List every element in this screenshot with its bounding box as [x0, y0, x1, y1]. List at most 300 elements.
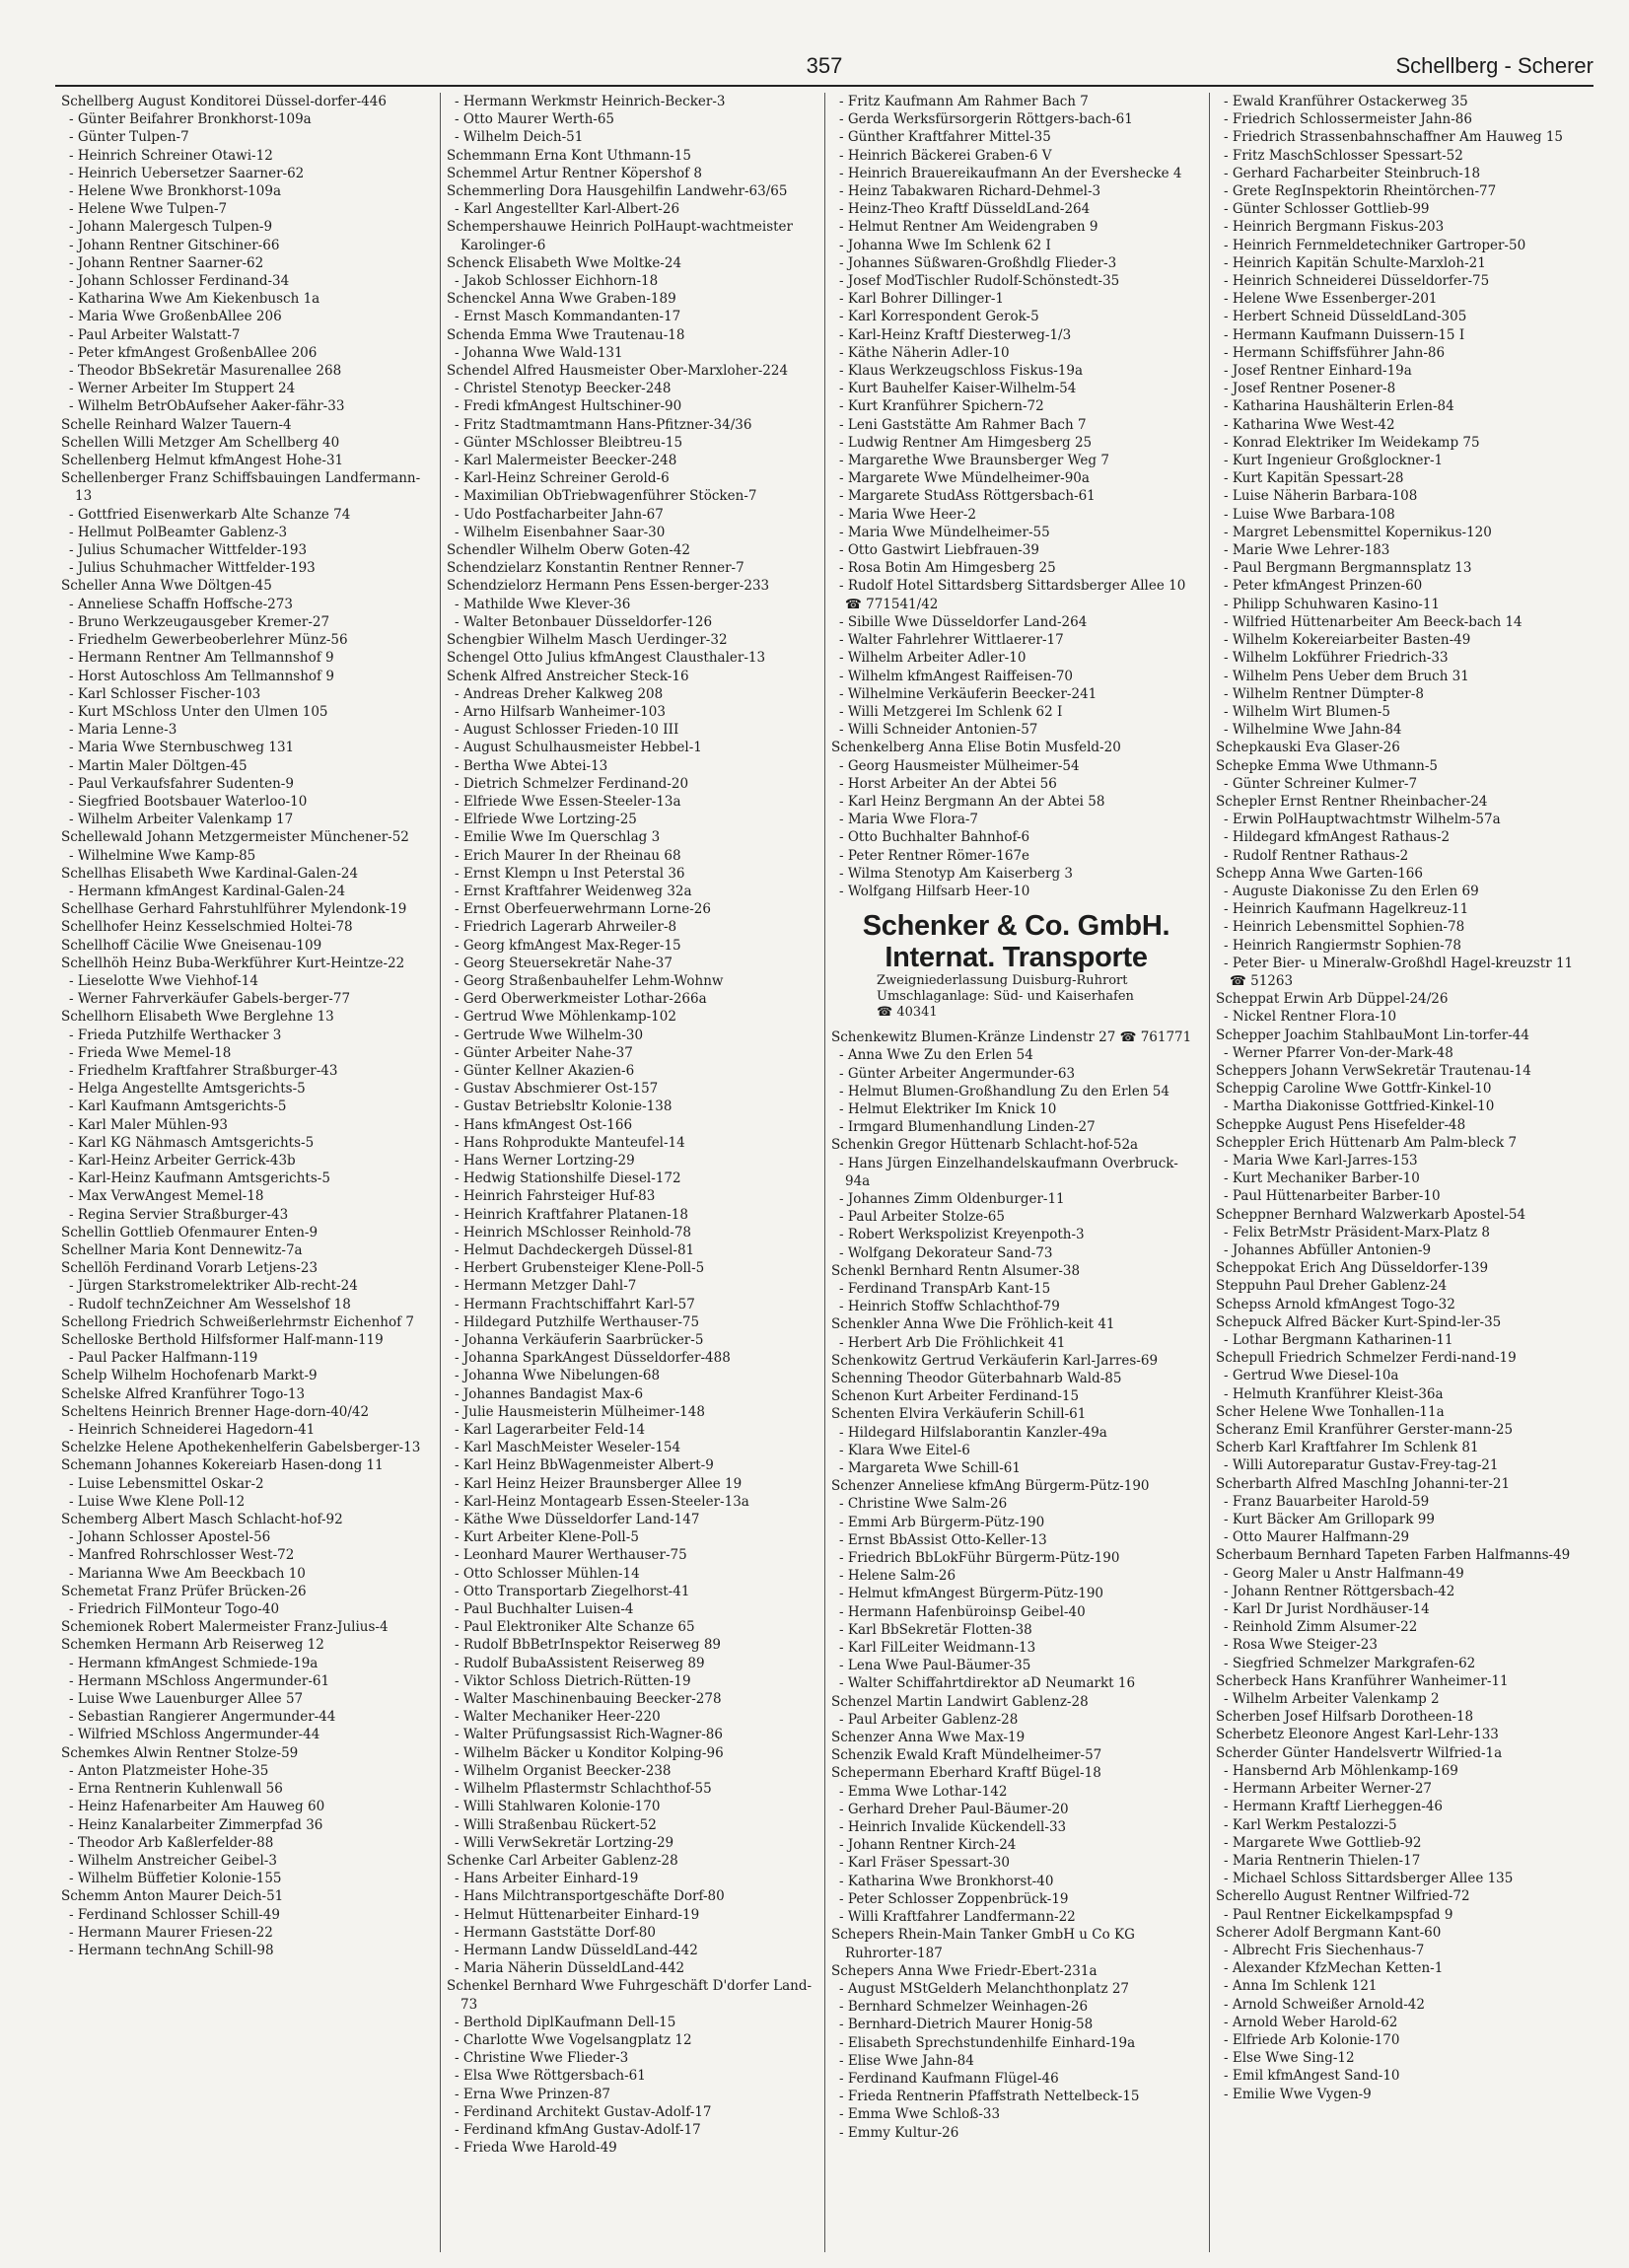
directory-entry: - Christine Wwe Flieder-3: [455, 2050, 629, 2067]
directory-entry: - Walter Mechaniker Heer-220: [455, 1709, 661, 1726]
directory-entry: Schemkes Alwin Rentner Stolze-59: [61, 1744, 299, 1761]
directory-entry: - Friedhelm Kraftfahrer Straßburger-43: [69, 1062, 338, 1079]
directory-entry: - Lothar Bergmann Katharinen-11: [1224, 1332, 1453, 1349]
directory-entry: - Arno Hilfsarb Wanheimer-103: [455, 703, 666, 720]
directory-entry: Scherbarth Alfred MaschIng Johanni-ter-21: [1216, 1475, 1511, 1492]
directory-column-2: [440, 93, 824, 2252]
directory-entry: - Julius Schuhmacher Wittfelder-193: [69, 560, 316, 577]
directory-entry: - Walter Schiffahrtdirektor aD Neumarkt 16: [839, 1675, 1136, 1692]
directory-entry: Scheller Anna Wwe Döltgen-45: [61, 578, 272, 595]
directory-entry: Schenning Theodor Güterbahnarb Wald-85: [831, 1371, 1122, 1386]
directory-entry: - Karl-Heinz Arbeiter Gerrick-43b: [69, 1152, 296, 1169]
directory-entry: - Helmut kfmAngest Bürgerm-Pütz-190: [839, 1586, 1104, 1602]
directory-entry: Scheranz Emil Kranführer Gerster-mann-25: [1216, 1422, 1514, 1439]
directory-entry: - Günter Kellner Akazien-6: [455, 1062, 635, 1079]
directory-entry: Schepermann Eberhard Kraftf Bügel-18: [831, 1765, 1101, 1782]
directory-entry: - Wilhelm BetrObAufseher Aaker-fähr-33: [69, 398, 345, 415]
directory-entry: - Leonhard Maurer Werthauser-75: [455, 1547, 687, 1564]
directory-entry: Schellhorn Elisabeth Wwe Berglehne 13: [61, 1009, 334, 1026]
directory-entry: - Wilhelm kfmAngest Raiffeisen-70: [839, 668, 1074, 684]
directory-entry: - Walter Prüfungsassist Rich-Wagner-86: [455, 1727, 723, 1743]
directory-entry: - Erich Maurer In der Rheinau 68: [455, 847, 681, 864]
directory-entry: - Hermann Kaufmann Duissern-15 I: [1224, 326, 1465, 343]
directory-entry: - Margarete Wwe Gottlieb-92: [1224, 1834, 1422, 1851]
directory-entry: Schellewald Johann Metzgermeister Münchener-52: [61, 829, 409, 846]
directory-entry: - Katharina Haushälterin Erlen-84: [1224, 398, 1454, 415]
directory-entry: - Otto Schlosser Mühlen-14: [455, 1565, 640, 1582]
directory-entry: - Hermann Metzger Dahl-7: [455, 1278, 637, 1295]
directory-entry: - Maria Wwe Mündelheimer-55: [839, 524, 1050, 540]
directory-entry: Schellhöh Heinz Buba-Werkführer Kurt-Heintze-22: [61, 955, 405, 971]
directory-entry: Scheppat Erwin Arb Düppel-24/26: [1216, 991, 1449, 1008]
directory-entry: - Margarete StudAss Röttgersbach-61: [839, 488, 1096, 505]
directory-entry: - Frieda Wwe Memel-18: [69, 1044, 232, 1061]
directory-entry: Schendzielorz Hermann Pens Essen-berger-233: [447, 578, 770, 595]
directory-entry: - Franz Bauarbeiter Harold-59: [1224, 1493, 1430, 1510]
directory-entry: - Karl Bohrer Dillinger-1: [839, 291, 1005, 308]
directory-entry: - Helmut Dachdeckergeh Düssel-81: [455, 1242, 695, 1258]
directory-entry: - Johann Schlosser Apostel-56: [69, 1529, 271, 1546]
directory-entry: - Dietrich Schmelzer Ferdinand-20: [455, 775, 689, 792]
directory-entry: - Käthe Wwe Düsseldorfer Land-147: [455, 1512, 700, 1528]
directory-entry: Scherbeck Hans Kranführer Wanheimer-11: [1216, 1672, 1509, 1689]
directory-entry: - Horst Arbeiter An der Abtei 56: [839, 775, 1057, 792]
directory-entry: - Friedrich Lagerarb Ahrweiler-8: [455, 919, 677, 936]
directory-entry: - Wilfried MSchloss Angermunder-44: [69, 1727, 320, 1743]
directory-entry: Schellöh Ferdinand Vorarb Letjens-23: [61, 1260, 319, 1277]
directory-entry: - Berthold DiplKaufmann Dell-15: [455, 2014, 676, 2030]
directory-entry: - Maximilian ObTriebwagenführer Stöcken-7: [455, 488, 757, 505]
directory-entry: - Helmut Blumen-Großhandlung Zu den Erlen 54: [839, 1083, 1169, 1099]
directory-entry: - Otto Maurer Halfmann-29: [1224, 1529, 1410, 1546]
directory-entry: - Siegfried Schmelzer Markgrafen-62: [1224, 1655, 1476, 1671]
directory-entry: - Ernst Masch Kommandanten-17: [455, 309, 681, 325]
directory-entry: - Helmuth Kranführer Kleist-36a: [1224, 1385, 1444, 1402]
directory-entry: - Heinz-Theo Kraftf DüsseldLand-264: [839, 201, 1091, 218]
page-number: 357: [806, 53, 843, 78]
directory-entry: - Herbert Schneid DüsseldLand-305: [1224, 309, 1467, 325]
directory-entry: - Margarete Wwe Mündelheimer-90a: [839, 470, 1090, 487]
directory-entry: - Luise Näherin Barbara-108: [1224, 488, 1418, 505]
ad-title-line-1: Schenker & Co. GmbH.: [862, 910, 1170, 943]
directory-entry: - Wilhelmine Verkäuferin Beecker-241: [839, 685, 1098, 702]
directory-entry: - Ewald Kranführer Ostackerweg 35: [1224, 94, 1468, 109]
directory-entry: - Paul Arbeiter Gablenz-28: [839, 1711, 1019, 1728]
directory-entry: - Karl Heinz Heizer Braunsberger Allee 19: [455, 1475, 743, 1492]
ad-subtitle-line-2: Umschlaganlage: Süd- und Kaiserhafen: [877, 989, 1134, 1005]
directory-entry: - Walter Maschinenbauing Beecker-278: [455, 1691, 722, 1708]
directory-entry: - Hansbernd Arb Möhlenkamp-169: [1224, 1762, 1458, 1779]
directory-entry: - Hedwig Stationshilfe Diesel-172: [455, 1170, 681, 1187]
directory-entry: Schemken Hermann Arb Reiserweg 12: [61, 1637, 324, 1654]
directory-entry: Schenzik Ewald Kraft Mündelheimer-57: [831, 1747, 1102, 1764]
directory-entry: - Karl Angestellter Karl-Albert-26: [455, 201, 680, 218]
directory-entry: - Wilhelm Kokereiarbeiter Basten-49: [1224, 632, 1471, 649]
directory-entry: - Paul Elektroniker Alte Schanze 65: [455, 1619, 695, 1636]
directory-entry: - Hans Rohprodukte Manteufel-14: [455, 1134, 685, 1151]
directory-entry: - Fritz Stadtmamtmann Hans-Pfitzner-34/36: [455, 416, 752, 433]
directory-entry: - Karl FilLeiter Weidmann-13: [839, 1640, 1036, 1657]
directory-entry: - Käthe Näherin Adler-10: [839, 344, 1010, 361]
directory-entry: - Kurt Ingenieur Großglockner-1: [1224, 453, 1444, 469]
directory-entry: Schellberg August Konditorei Düssel-dorfer-446: [61, 94, 387, 109]
directory-entry: - Helmut Elektriker Im Knick 10: [839, 1100, 1057, 1117]
directory-entry: - Werner Fahrverkäufer Gabels-berger-77: [69, 991, 351, 1008]
directory-entry: - Albrecht Fris Siechenhaus-7: [1224, 1942, 1425, 1958]
directory-entry: - Wilfried Hüttenarbeiter Am Beeck-bach 14: [1224, 613, 1523, 630]
directory-entry: Schepler Ernst Rentner Rheinbacher-24: [1216, 793, 1488, 810]
directory-entry: - Wilhelmine Wwe Kamp-85: [69, 847, 256, 864]
directory-entry: - Julius Schumacher Wittfelder-193: [69, 542, 308, 559]
directory-entry: - Friedhelm Gewerbeoberlehrer Münz-56: [69, 632, 348, 649]
directory-entry: - Günter Tulpen-7: [69, 129, 189, 146]
directory-entry: Schenzer Anneliese kfmAng Bürgerm-Pütz-190: [831, 1478, 1150, 1495]
directory-entry: - Hermann Hafenbüroinsp Geibel-40: [839, 1603, 1086, 1620]
directory-entry: - Luise Wwe Lauenburger Allee 57: [69, 1691, 304, 1708]
ad-phone: ☎ 40341: [877, 1005, 938, 1021]
directory-entry: - Margareta Wwe Schill-61: [839, 1460, 1021, 1477]
directory-entry: - Heinrich Schneiderei Düsseldorfer-75: [1224, 273, 1490, 290]
directory-entry: - Peter kfmAngest GroßenbAllee 206: [69, 344, 318, 361]
directory-entry: - Paul Arbeiter Stolze-65: [839, 1209, 1005, 1226]
directory-entry: - Helmut Hüttenarbeiter Einhard-19: [455, 1906, 700, 1923]
directory-entry: - Anna Im Schlenk 121: [1224, 1978, 1378, 1995]
directory-entry: - Bertha Wwe Abtei-13: [455, 757, 608, 774]
directory-entry: - Rudolf technZeichner Am Wesselshof 18: [69, 1296, 351, 1312]
directory-entry: Schepkauski Eva Glaser-26: [1216, 740, 1400, 756]
directory-entry: - Sebastian Rangierer Angermunder-44: [69, 1709, 336, 1726]
directory-entry: Schepke Emma Wwe Uthmann-5: [1216, 757, 1438, 774]
directory-column-3: [824, 93, 1209, 2252]
directory-entry: - Auguste Diakonisse Zu den Erlen 69: [1224, 883, 1479, 899]
directory-entry: - Johanna Verkäuferin Saarbrücker-5: [455, 1332, 704, 1349]
directory-entry: - Arnold Weber Harold-62: [1224, 2014, 1398, 2030]
directory-entry: - Günter Schlosser Gottlieb-99: [1224, 201, 1430, 218]
directory-entry: - Kurt MSchloss Unter den Ulmen 105: [69, 703, 328, 720]
directory-entry: - Hermann Kraftf Lierheggen-46: [1224, 1799, 1444, 1815]
directory-entry: - Karl-Heinz Schreiner Gerold-6: [455, 470, 670, 487]
directory-entry: - Friedrich FilMonteur Togo-40: [69, 1601, 280, 1618]
directory-entry: - Johannes Süßwaren-Großhdlg Flieder-3: [839, 254, 1117, 271]
directory-entry: - Marie Wwe Lehrer-183: [1224, 542, 1390, 559]
directory-entry: - Karl Schlosser Fischer-103: [69, 685, 261, 702]
directory-entry: - Maria Wwe Heer-2: [839, 506, 976, 523]
directory-entry: - Emilie Wwe Im Querschlag 3: [455, 829, 661, 846]
directory-entry: - Josef ModTischler Rudolf-Schönstedt-35: [839, 273, 1120, 290]
directory-entry: - Wilhelm Arbeiter Adler-10: [839, 650, 1027, 667]
directory-entry: - Hildegard Putzhilfe Werthauser-75: [455, 1313, 700, 1330]
directory-entry: - Peter Schlosser Zoppenbrück-19: [839, 1890, 1069, 1907]
directory-entry: - Karl Maler Mühlen-93: [69, 1116, 228, 1133]
directory-entry: Schelp Wilhelm Hochofenarb Markt-9: [61, 1368, 318, 1384]
directory-entry: - Heinrich Fernmeldetechniker Gartroper-50: [1224, 237, 1526, 253]
directory-entry: - Elfriede Arb Kolonie-170: [1224, 2031, 1400, 2048]
directory-entry: - Julie Hausmeisterin Mülheimer-148: [455, 1403, 705, 1420]
directory-entry: - Karl Malermeister Beecker-248: [455, 453, 677, 469]
directory-entry: - Peter Rentner Römer-167e: [839, 847, 1030, 864]
directory-entry: - Wilhelm Pflastermstr Schlachthof-55: [455, 1781, 712, 1798]
directory-entry: - Ernst Kraftfahrer Weidenweg 32a: [455, 883, 692, 899]
directory-entry: - Anton Platzmeister Hohe-35: [69, 1762, 269, 1779]
directory-entry: - Willi Stahlwaren Kolonie-170: [455, 1799, 661, 1815]
advertisement-schenker: [831, 910, 1201, 1021]
directory-entry: - Nickel Rentner Flora-10: [1224, 1009, 1397, 1026]
directory-entry: - Georg Steuersekretär Nahe-37: [455, 955, 673, 971]
directory-entry: - Klara Wwe Eitel-6: [839, 1442, 970, 1458]
directory-entry: - Philipp Schuhwaren Kasino-11: [1224, 596, 1441, 612]
directory-entry: Schenk Alfred Anstreicher Steck-16: [447, 668, 689, 684]
directory-entry: - Gertrude Wwe Wilhelm-30: [455, 1027, 644, 1043]
directory-entry: - Karl-Heinz Kraftf Diesterweg-1/3: [839, 326, 1072, 343]
directory-entry: - Helmut Rentner Am Weidengraben 9: [839, 219, 1098, 236]
directory-entry: - Katharina Wwe Bronkhorst-40: [839, 1873, 1054, 1889]
directory-entry: - Paul Hüttenarbeiter Barber-10: [1224, 1188, 1441, 1205]
directory-entry: - Anna Wwe Zu den Erlen 54: [839, 1047, 1033, 1064]
directory-entry: - Georg Hausmeister Mülheimer-54: [839, 757, 1080, 774]
directory-entry: Schepuck Alfred Bäcker Kurt-Spind-ler-35: [1216, 1313, 1502, 1330]
directory-entry: - Emil kfmAngest Sand-10: [1224, 2068, 1400, 2085]
directory-entry: - Ludwig Rentner Am Himgesberg 25: [839, 434, 1093, 451]
directory-entry: - Heinrich Uebersetzer Saarner-62: [69, 165, 305, 181]
directory-entry: - Wolfgang Dekorateur Sand-73: [839, 1244, 1053, 1261]
directory-entry: - Maria Wwe Flora-7: [839, 812, 979, 828]
directory-entry: - Reinhold Zimm Alsumer-22: [1224, 1619, 1418, 1636]
directory-entry: - Ferdinand kfmAng Gustav-Adolf-17: [455, 2121, 701, 2138]
directory-entry: - Bernhard Schmelzer Weinhagen-26: [839, 1999, 1089, 2016]
directory-entry: - Karl-Heinz Montagearb Essen-Steeler-13a: [455, 1493, 749, 1510]
directory-entry: - Maria Näherin DüsseldLand-442: [455, 1960, 685, 1977]
directory-entry: Schemberg Albert Masch Schlacht-hof-92: [61, 1512, 343, 1528]
directory-entry: - Otto Gastwirt Liebfrauen-39: [839, 542, 1039, 559]
directory-entry: - Heinrich Stoffw Schlachthof-79: [839, 1299, 1060, 1315]
directory-entry: Schellhoff Cäcilie Wwe Gneisenau-109: [61, 937, 322, 954]
directory-entry: - Gerd Oberwerkmeister Lothar-266a: [455, 991, 707, 1008]
directory-entry: - Friedrich Schlossermeister Jahn-86: [1224, 111, 1472, 128]
directory-entry: - Gerhard Facharbeiter Steinbruch-18: [1224, 165, 1481, 181]
directory-entry: - Manfred Rohrschlosser West-72: [69, 1547, 295, 1564]
directory-entry: - Helene Wwe Essenberger-201: [1224, 291, 1438, 308]
directory-entry: Schendler Wilhelm Oberw Goten-42: [447, 542, 691, 559]
directory-entry: - Helga Angestellte Amtsgerichts-5: [69, 1081, 306, 1098]
directory-entry: Schenzel Martin Landwirt Gablenz-28: [831, 1693, 1089, 1710]
directory-entry: - Johanna Wwe Nibelungen-68: [455, 1368, 661, 1384]
directory-entry: - Heinrich Kapitän Schulte-Marxloh-21: [1224, 254, 1486, 271]
directory-entry: - Wilhelm Arbeiter Valenkamp 2: [1224, 1691, 1440, 1708]
directory-entry: - Luise Wwe Klene Poll-12: [69, 1493, 246, 1510]
directory-entry: - Wilhelm Lokführer Friedrich-33: [1224, 650, 1449, 667]
directory-entry: - Fritz MaschSchlosser Spessart-52: [1224, 147, 1463, 164]
directory-entry: - Heinrich Bäckerei Graben-6 V: [839, 147, 1052, 164]
directory-entry: - Hermann Maurer Friesen-22: [69, 1924, 273, 1941]
directory-entry: - Hans Werner Lortzing-29: [455, 1152, 635, 1169]
directory-entry: - Johannes Abfüller Antonien-9: [1224, 1242, 1432, 1258]
directory-entry: - Heinrich MSchlosser Reinhold-78: [455, 1224, 691, 1240]
directory-column-1: [55, 93, 440, 2252]
directory-entry: - Viktor Schloss Dietrich-Rütten-19: [455, 1672, 691, 1689]
directory-entry: - Wilhelm Eisenbahner Saar-30: [455, 524, 666, 540]
directory-entry: Scherben Josef Hilfsarb Dorotheen-18: [1216, 1709, 1474, 1726]
directory-entry: - Karl-Heinz Kaufmann Amtsgerichts-5: [69, 1170, 330, 1187]
directory-entry: - Johanna SparkAngest Düsseldorfer-488: [455, 1350, 731, 1367]
directory-entry: - Elfriede Wwe Lortzing-25: [455, 812, 637, 828]
directory-entry: Schenkler Anna Wwe Die Fröhlich-keit 41: [831, 1316, 1115, 1333]
directory-entry: - Johannes Bandagist Max-6: [455, 1385, 644, 1402]
directory-entry: - Karl Dr Jurist Nordhäuser-14: [1224, 1601, 1430, 1618]
directory-entry: - Hermann Gaststätte Dorf-80: [455, 1924, 656, 1941]
directory-entry: - Paul Packer Halfmann-119: [69, 1350, 258, 1367]
directory-entry: - Kurt Bauhelfer Kaiser-Wilhelm-54: [839, 381, 1077, 397]
directory-entry: - Willi Autoreparatur Gustav-Frey-tag-21: [1224, 1457, 1499, 1474]
directory-entry: Schendel Alfred Hausmeister Ober-Marxloher-224: [447, 363, 789, 380]
directory-entry: - Georg Straßenbauhelfer Lehm-Wohnw: [455, 972, 724, 989]
directory-entry: - Friedrich BbLokFühr Bürgerm-Pütz-190: [839, 1550, 1120, 1567]
directory-column-4: [1209, 93, 1594, 2252]
directory-entry: - Klaus Werkzeugschloss Fiskus-19a: [839, 363, 1084, 380]
directory-entry: - Wilhelm Pens Ueber dem Bruch 31: [1224, 668, 1469, 684]
directory-entry: - Günter MSchlosser Bleibtreu-15: [455, 434, 683, 451]
directory-entry: - Kurt Arbeiter Klene-Poll-5: [455, 1529, 639, 1546]
directory-entry: - Helene Wwe Bronkhorst-109a: [69, 183, 281, 200]
directory-entry: - Heinrich Fahrsteiger Huf-83: [455, 1188, 656, 1205]
directory-entry: - Elise Wwe Jahn-84: [839, 2052, 974, 2069]
directory-entry: - Christine Wwe Salm-26: [839, 1496, 1008, 1513]
directory-entry: - Robert Werkspolizist Kreyenpoth-3: [839, 1227, 1085, 1243]
directory-entry: - Willi Schneider Antonien-57: [839, 722, 1038, 739]
directory-entry: - Gertrud Wwe Diesel-10a: [1224, 1368, 1399, 1384]
directory-entry: - Hermann Landw DüsseldLand-442: [455, 1942, 698, 1958]
directory-entry: Scherer Adolf Bergmann Kant-60: [1216, 1924, 1442, 1941]
directory-entry: - Helene Salm-26: [839, 1568, 956, 1585]
directory-entry: - Lena Wwe Paul-Bäumer-35: [839, 1658, 1031, 1674]
page-header: [55, 47, 1594, 87]
directory-entry: - Johann Rentner Gitschiner-66: [69, 237, 280, 253]
directory-entry: - Werner Pfarrer Von-der-Mark-48: [1224, 1044, 1453, 1061]
directory-entry: - Heinrich Lebensmittel Sophien-78: [1224, 919, 1465, 936]
directory-entry: - Wilhelm Büffetier Kolonie-155: [69, 1871, 282, 1887]
directory-entry: - Ferdinand Architekt Gustav-Adolf-17: [455, 2103, 712, 2120]
directory-entry: - Hans kfmAngest Ost-166: [455, 1116, 633, 1133]
directory-entry: - Frieda Putzhilfe Werthacker 3: [69, 1027, 282, 1043]
directory-entry: - Horst Autoschloss Am Tellmannshof 9: [69, 668, 334, 684]
directory-entry: - Gustav Betriebsltr Kolonie-138: [455, 1099, 673, 1115]
directory-entry: - Kurt Kranführer Spichern-72: [839, 398, 1044, 415]
directory-entry: Schenckel Anna Wwe Graben-189: [447, 291, 676, 308]
directory-entry: - Georg kfmAngest Max-Reger-15: [455, 937, 681, 954]
directory-entry: - Helene Wwe Tulpen-7: [69, 201, 228, 218]
directory-entry: - Hermann technAng Schill-98: [69, 1942, 274, 1958]
directory-entry: Schenkel Bernhard Wwe Fuhrgeschäft D'dorfer Land-73: [447, 1978, 813, 2013]
directory-entry: - Elisabeth Sprechstundenhilfe Einhard-19a: [839, 2034, 1136, 2051]
directory-entry: - Willi Straßenbau Rückert-52: [455, 1816, 657, 1833]
directory-entry: - Erwin PolHauptwachtmstr Wilhelm-57a: [1224, 812, 1501, 828]
directory-entry: - Michael Schloss Sittardsberger Allee 135: [1224, 1871, 1514, 1887]
directory-entry: - Wilhelm Anstreicher Geibel-3: [69, 1852, 277, 1869]
directory-entry: Scheltens Heinrich Brenner Hage-dorn-40/42: [61, 1403, 370, 1420]
directory-entry: - Kurt Bäcker Am Grillopark 99: [1224, 1512, 1435, 1528]
directory-entry: - Maria Wwe Karl-Jarres-153: [1224, 1152, 1418, 1169]
directory-entry: Schellhas Elisabeth Wwe Kardinal-Galen-24: [61, 865, 359, 882]
directory-entry: - Emma Wwe Lothar-142: [839, 1783, 1008, 1800]
directory-entry: - Gerhard Dreher Paul-Bäumer-20: [839, 1801, 1069, 1817]
directory-entry: - Maria Lenne-3: [69, 722, 177, 739]
directory-entry: - Heinz Hafenarbeiter Am Hauweg 60: [69, 1799, 325, 1815]
directory-entry: - Katharina Wwe West-42: [1224, 416, 1395, 433]
directory-entry: - Elfriede Wwe Essen-Steeler-13a: [455, 793, 681, 810]
directory-entry: - Hans Milchtransportgeschäfte Dorf-80: [455, 1888, 725, 1905]
directory-entry: - Heinrich Invalide Kückendell-33: [839, 1819, 1067, 1836]
directory-entry: - Hermann MSchloss Angermunder-61: [69, 1672, 330, 1689]
directory-entry: Schelske Alfred Kranführer Togo-13: [61, 1385, 306, 1402]
directory-entry: - Hellmut PolBeamter Gablenz-3: [69, 524, 288, 540]
directory-entry: - Grete RegInspektorin Rheintörchen-77: [1224, 183, 1497, 200]
directory-entry: Schemmel Artur Rentner Köpershof 8: [447, 165, 703, 181]
directory-entry: - Willi Metzgerei Im Schlenk 62 I: [839, 703, 1063, 720]
directory-entry: - Johann Rentner Röttgersbach-42: [1224, 1583, 1455, 1599]
directory-entry: - Theodor Arb Kaßlerfelder-88: [69, 1834, 274, 1851]
directory-entry: - Ferdinand TranspArb Kant-15: [839, 1280, 1051, 1297]
directory-entry: - Johann Rentner Kirch-24: [839, 1837, 1017, 1854]
directory-entry: - Karl Lagerarbeiter Feld-14: [455, 1422, 646, 1439]
directory-entry: - Johann Malergesch Tulpen-9: [69, 219, 273, 236]
directory-entry: Schemmerling Dora Hausgehilfin Landwehr-63/65: [447, 183, 788, 200]
directory-entry: - Luise Wwe Barbara-108: [1224, 506, 1395, 523]
directory-entry: Schellhase Gerhard Fahrstuhlführer Mylendonk-19: [61, 901, 407, 918]
directory-entry: - Bernhard-Dietrich Maurer Honig-58: [839, 2017, 1094, 2033]
directory-entry: - Wilhelm Wirt Blumen-5: [1224, 703, 1390, 720]
directory-entry: - Jürgen Starkstromelektriker Alb-recht-24: [69, 1278, 358, 1295]
directory-entry: - Wilhelm Organist Beecker-238: [455, 1762, 672, 1779]
directory-entry: - Paul Bergmann Bergmannsplatz 13: [1224, 560, 1472, 577]
directory-entry: - Erna Wwe Prinzen-87: [455, 2086, 610, 2102]
directory-entry: Schepull Friedrich Schmelzer Ferdi-nand-19: [1216, 1350, 1517, 1367]
directory-entry: - Rudolf BbBetrInspektor Reiserweg 89: [455, 1637, 721, 1654]
directory-entry: - Konrad Elektriker Im Weidekamp 75: [1224, 434, 1480, 451]
directory-entry: - Gottfried Eisenwerkarb Alte Schanze 74: [69, 506, 351, 523]
directory-entry: Schellenberger Franz Schiffsbauingen Landfermann-13: [61, 470, 421, 505]
directory-entry: - Sibille Wwe Düsseldorfer Land-264: [839, 613, 1088, 630]
directory-entry: - Else Wwe Sing-12: [1224, 2050, 1355, 2067]
directory-entry: - Max VerwAngest Memel-18: [69, 1188, 264, 1205]
directory-entry: - Karl BbSekretär Flotten-38: [839, 1621, 1032, 1638]
directory-entry: - Rudolf Hotel Sittardsberg Sittardsberger Allee 10 ☎ 771541/42: [839, 578, 1186, 612]
directory-entry: - Karl KG Nähmasch Amtsgerichts-5: [69, 1134, 315, 1151]
directory-entry: Schendzielarz Konstantin Rentner Renner-7: [447, 560, 744, 577]
directory-entry: - Maria Wwe Sternbuschweg 131: [69, 740, 295, 756]
directory-entry: - Walter Fahrlehrer Wittlaerer-17: [839, 632, 1064, 649]
directory-entry: Schellen Willi Metzger Am Schellberg 40: [61, 434, 340, 451]
directory-entry: - Paul Verkaufsfahrer Sudenten-9: [69, 775, 294, 792]
directory-entry: - Martha Diakonisse Gottfried-Kinkel-10: [1224, 1099, 1495, 1115]
directory-entry: Schellenberg Helmut kfmAngest Hohe-31: [61, 453, 344, 469]
directory-entry: - Otto Buchhalter Bahnhof-6: [839, 829, 1030, 846]
directory-entry: Schenkelberg Anna Elise Botin Musfeld-20: [831, 740, 1121, 756]
directory-entry: - Erna Rentnerin Kuhlenwall 56: [69, 1781, 283, 1798]
directory-entry: Schenzer Anna Wwe Max-19: [831, 1730, 1026, 1746]
directory-entry: - Günter Arbeiter Nahe-37: [455, 1044, 633, 1061]
directory-entry: - Johann Rentner Saarner-62: [69, 254, 264, 271]
directory-entry: Schempershauwe Heinrich PolHaupt-wachtmeister Karolinger-6: [447, 219, 793, 253]
directory-entry: - Hildegard Hilfslaborantin Kanzler-49a: [839, 1424, 1107, 1441]
directory-entry: - Hermann Rentner Am Tellmannshof 9: [69, 650, 334, 667]
directory-entry: - Josef Rentner Einhard-19a: [1224, 363, 1412, 380]
directory-entry: - Johann Schlosser Ferdinand-34: [69, 273, 290, 290]
directory-entry: - Wilhelm Rentner Dümpter-8: [1224, 685, 1424, 702]
directory-entry: - Karl MaschMeister Weseler-154: [455, 1440, 681, 1456]
directory-entry: - Udo Postfacharbeiter Jahn-67: [455, 506, 664, 523]
directory-entry: - Karl Kaufmann Amtsgerichts-5: [69, 1099, 287, 1115]
directory-entry: - Werner Arbeiter Im Stuppert 24: [69, 381, 296, 397]
directory-entry: - Otto Maurer Werth-65: [455, 111, 615, 128]
